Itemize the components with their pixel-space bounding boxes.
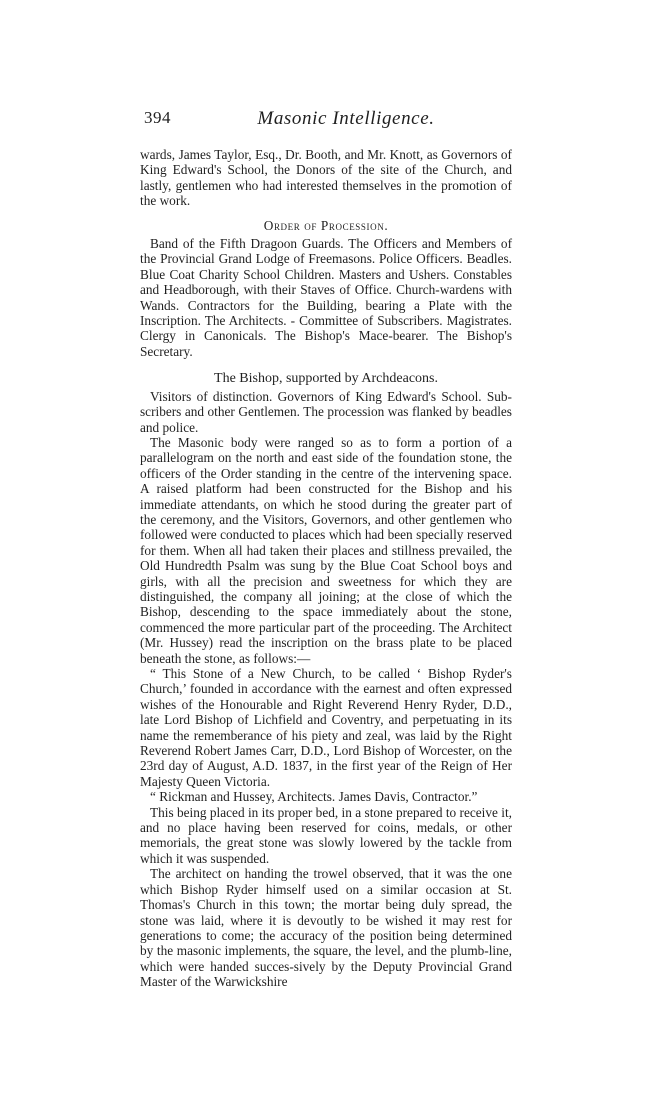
- paragraph-inscription: “ This Stone of a New Church, to be called ‘ Bishop Ryder's Church,’ founded in accordance with the earnest and often expressed wishes of the Honourable and Right Reverend Henry Ryder, D.D., late Lord Bishop of Lichfield and Coventry, and perpetuating in its name the rememberance of his piety and zeal, was laid by the Right Reverend Robert James Carr, D.D., Lord Bishop of Worcester, on the 23rd day of August, A.D. 1837, in the first year of the Reign of Her Majesty Queen Victoria.: [140, 666, 512, 789]
- paragraph-trowel: The architect on handing the trowel observed, that it was the one which Bishop Ryder himself used on a similar occasion at St. Thomas's Church in this town; the mortar being duly spread, the stone was laid, where it is devoutly to be wished it may rest for generations to come; the accuracy of the position being determined by the masonic implements, the square, the level, and the plumb-line, which were handed succes-sively by the Deputy Provincial Grand Master of the Warwickshire: [140, 866, 512, 990]
- running-title: Masonic Intelligence.: [257, 108, 435, 129]
- page-header: [144, 108, 518, 134]
- section-heading-bishop: The Bishop, supported by Archdeacons.: [214, 371, 438, 387]
- paragraph-procession-list: Band of the Fifth Dragoon Guards. The Officers and Members of the Provincial Grand Lodge of Freemasons. Police Officers. Beadles. Blue Coat Charity School Children. Masters and Ushers. Constables and Headborough, with their Staves of Office. Church-wardens with Wands. Contractors for the Building, bearing a Plate with the Inscription. The Architects. - Committee of Subscribers. Magistrates. Clergy in Canonicals. The Bishop's Mace-bearer. The Bishop's Secretary.: [140, 236, 512, 359]
- paragraph-stone-placed: This being placed in its proper bed, in a stone prepared to receive it, and no place having been reserved for coins, medals, or other memorials, the great stone was slowly lowered by the tackle from which it was suspended.: [140, 804, 512, 866]
- paragraph-architects: “ Rickman and Hussey, Architects. James Davis, Contractor.”: [150, 789, 478, 805]
- section-heading-procession: Order of Procession.: [263, 217, 389, 233]
- page-body: [140, 147, 512, 990]
- paragraph-continuation: wards, James Taylor, Esq., Dr. Booth, and Mr. Knott, as Governors of King Edward's School, the Donors of the site of the Church, and lastly, gentlemen who had interested themselves in the promotion of the work.: [140, 147, 512, 209]
- paragraph-masonic-body: The Masonic body were ranged so as to form a portion of a parallelogram on the north and east side of the foundation stone, the officers of the Order standing in the centre of the intervening space. A raised platform had been constructed for the Bishop and his immediate attendants, on which he stood during the greater part of the ceremony, and the Visitors, Governors, and other gentlemen who followed were conducted to places which had been specially reserved for them. When all had taken their places and stillness prevailed, the Old Hundredth Psalm was sung by the Blue Coat School boys and girls, with all the precision and sweetness for which they are distinguished, the company all joining; at the close of which the Bishop, descending to the space immediately about the stone, commenced the more particular part of the proceeding. The Architect (Mr. Hussey) read the inscription on the brass plate to be placed beneath the stone, as follows:—: [140, 434, 512, 666]
- page-number: 394: [144, 108, 171, 127]
- paragraph-visitors: Visitors of distinction. Governors of King Edward's School. Sub-scribers and other Gentlemen. The procession was flanked by beadles and police.: [140, 388, 512, 435]
